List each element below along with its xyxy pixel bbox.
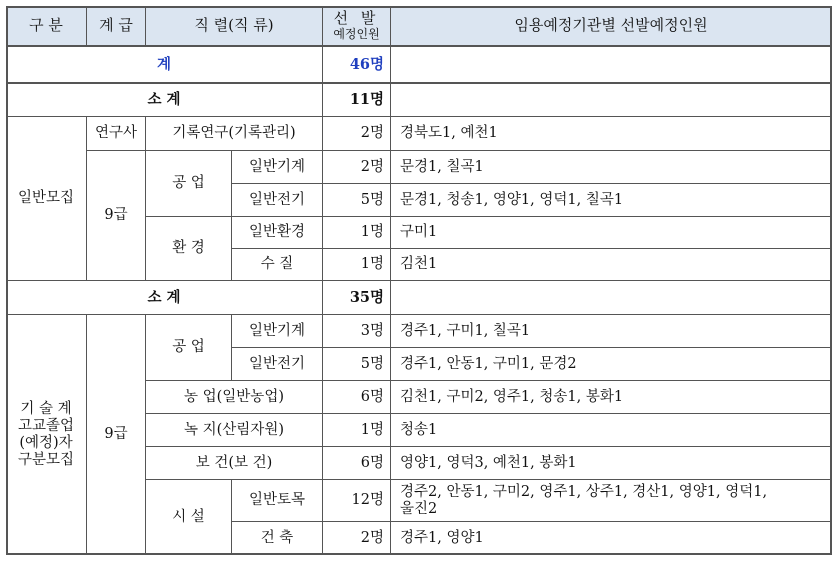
water-count: 1명: [323, 249, 391, 281]
civil: 일반토목: [232, 480, 323, 522]
header-selection-line1: 선 발: [333, 9, 380, 27]
agri-position: 농 업(일반농업): [146, 381, 323, 414]
technical-industry: 공 업: [146, 315, 232, 381]
water-agency: 김천1: [391, 249, 832, 281]
total-agency: [391, 46, 832, 83]
forest-count: 1명: [323, 414, 391, 447]
general-elec-agency: 문경1, 청송1, 영양1, 영덕1, 칠곡1: [391, 184, 832, 217]
header-grade: 계 급: [87, 6, 146, 46]
agri-count: 6명: [323, 381, 391, 414]
arch: 건 축: [232, 522, 323, 555]
header-selection: [323, 6, 391, 46]
general-subtotal-label: 소 계: [6, 83, 323, 117]
civil-count: 12명: [323, 480, 391, 522]
technical-subtotal-agency: [391, 281, 832, 315]
health-position: 보 건(보 건): [146, 447, 323, 480]
total-separator: [6, 82, 832, 84]
technical-category: [6, 315, 87, 555]
technical-elec-agency: 경주1, 안동1, 구미1, 문경2: [391, 348, 832, 381]
arch-count: 2명: [323, 522, 391, 555]
header-agency: 임용예정기관별 선발예정인원: [391, 6, 832, 46]
general-subtotal-agency: [391, 83, 832, 117]
technical-category-line-4: 구분모집: [17, 451, 75, 468]
technical-grade9: 9급: [87, 315, 146, 555]
health-count: 6명: [323, 447, 391, 480]
general-machine: 일반기계: [232, 151, 323, 184]
general-machine-agency: 문경1, 칠곡1: [391, 151, 832, 184]
researcher-agency: 경북도1, 예천1: [391, 117, 832, 151]
agri-agency: 김천1, 구미2, 영주1, 청송1, 봉화1: [391, 381, 832, 414]
general-env-count: 1명: [323, 217, 391, 249]
header-position: 직 렬(직 류): [146, 6, 323, 46]
civil-agency: [391, 480, 832, 522]
technical-category-line-2: 고교졸업: [17, 417, 75, 434]
civil-agency-line-1: 경주2, 안동1, 구미2, 영주1, 상주1, 경산1, 영양1, 영덕1,: [400, 483, 768, 500]
water: 수 질: [232, 249, 323, 281]
technical-machine-count: 3명: [323, 315, 391, 348]
general-elec-count: 5명: [323, 184, 391, 217]
header-selection-line2: 예정인원: [333, 27, 380, 41]
researcher-position: 기록연구(기록관리): [146, 117, 323, 151]
researcher-count: 2명: [323, 117, 391, 151]
general-machine-count: 2명: [323, 151, 391, 184]
technical-category-line-1: 기 술 계: [20, 400, 72, 417]
general-elec: 일반전기: [232, 184, 323, 217]
technical-machine: 일반기계: [232, 315, 323, 348]
forest-agency: 청송1: [391, 414, 832, 447]
general-env-agency: 구미1: [391, 217, 832, 249]
forest-position: 녹 지(산림자원): [146, 414, 323, 447]
general-grade9: 9급: [87, 151, 146, 281]
header-separator: [6, 45, 832, 47]
technical-machine-agency: 경주1, 구미1, 칠곡1: [391, 315, 832, 348]
researcher-grade: 연구사: [87, 117, 146, 151]
health-agency: 영양1, 영덕3, 예천1, 봉화1: [391, 447, 832, 480]
header-gubun: 구 분: [6, 6, 87, 46]
technical-elec-count: 5명: [323, 348, 391, 381]
arch-agency: 경주1, 영양1: [391, 522, 832, 555]
technical-elec: 일반전기: [232, 348, 323, 381]
general-category: 일반모집: [6, 117, 87, 281]
civil-agency-line-2: 울진2: [400, 500, 438, 517]
general-subtotal-count: 11명: [323, 83, 391, 117]
general-env: 일반환경: [232, 217, 323, 249]
total-label: 계: [6, 46, 323, 83]
general-industry: 공 업: [146, 151, 232, 217]
general-environment: 환 경: [146, 217, 232, 281]
total-count: 46명: [323, 46, 391, 83]
technical-category-line-3: (예정)자: [19, 434, 73, 451]
recruitment-table: [6, 6, 832, 555]
facility: 시 설: [146, 480, 232, 555]
technical-subtotal-count: 35명: [323, 281, 391, 315]
technical-subtotal-label: 소 계: [6, 281, 323, 315]
